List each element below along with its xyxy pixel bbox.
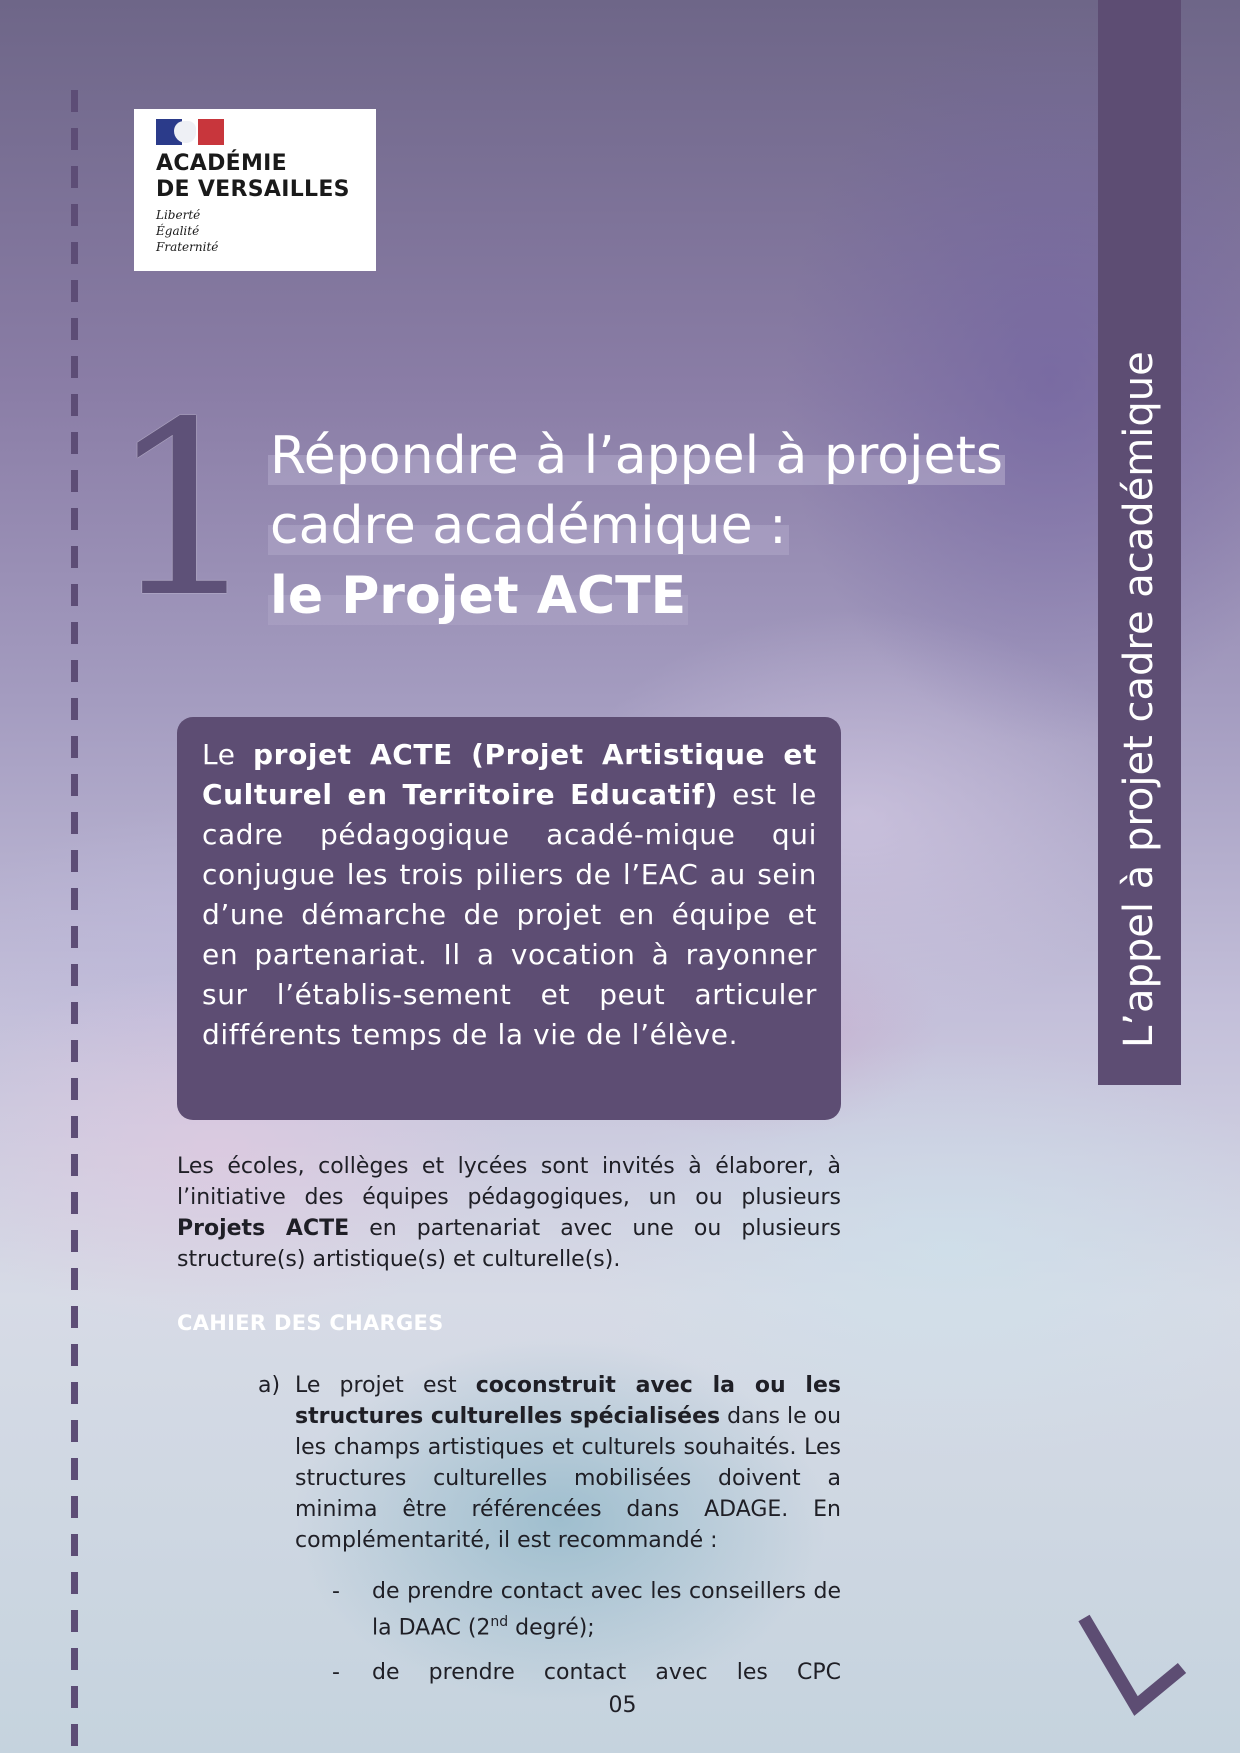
sub-item-text: de prendre contact avec les CPC	[372, 1660, 841, 1685]
logo-name-line1: ACADÉMIE	[156, 151, 287, 176]
list-item-text	[295, 1370, 841, 1556]
chapter-number: 1	[108, 370, 261, 650]
sub-item-before: de prendre contact avec les conseillers de la DAAC (2	[372, 1579, 841, 1641]
sub-item-after: degré);	[508, 1615, 595, 1641]
section-heading: CAHIER DES CHARGES	[177, 1311, 444, 1335]
intro-text-after: est le cadre pédagogique acadé-mique qui conjugue les trois piliers de l’EAC au sein d’une démarche de projet en équipe et en partenariat. Il a vocation à rayonner sur l’établis-sement et peut articuler différents temps de la vie de l’élève.	[202, 778, 817, 1051]
intro-paragraph	[177, 1151, 841, 1275]
item-a-bold: coconstruit avec la ou les structures culturelles spécialisées	[295, 1373, 841, 1429]
chapter-title	[268, 425, 1068, 635]
sub-item-dash: -	[332, 1579, 340, 1604]
title-line-3: le Projet ACTE	[270, 566, 687, 626]
paragraph-before: Les écoles, collèges et lycées sont invités à élaborer, à l’initiative des équipes pédagogiques, un ou plusieurs	[177, 1154, 841, 1210]
motto-egalite: Égalité	[156, 224, 200, 238]
intro-text-bold: projet ACTE (Projet Artistique et Culturel en Territoire Educatif)	[202, 738, 817, 811]
dashed-margin-line	[71, 90, 78, 1753]
side-banner-text: L’appel à projet cadre académique	[1116, 351, 1162, 1048]
item-a-after: dans le ou les champs artistiques et culturels souhaités. Les structures culturelles mobilisées doivent a minima être référencées dans ADAGE. En complémentarité, il est recommandé :	[295, 1404, 842, 1553]
sub-list-item	[330, 1657, 841, 1688]
motto-liberte: Liberté	[156, 208, 201, 222]
list-item-letter: a)	[258, 1373, 281, 1398]
list-item-a	[258, 1370, 841, 1556]
intro-box	[177, 717, 841, 1120]
intro-text-before: Le	[202, 738, 254, 771]
logo-name	[156, 151, 354, 203]
title-line-1: Répondre à l’appel à projets	[270, 426, 1003, 486]
arrow-down-right-icon	[1078, 1610, 1188, 1720]
logo-name-line2: DE VERSAILLES	[156, 177, 350, 202]
sub-list-item	[330, 1576, 841, 1643]
sub-item-text	[372, 1576, 841, 1643]
academie-logo	[134, 109, 376, 271]
paragraph-bold: Projets ACTE	[177, 1216, 350, 1241]
page-number: 05	[608, 1693, 637, 1718]
logo-motto	[156, 207, 354, 255]
item-a-before: Le projet est	[295, 1373, 476, 1398]
sub-item-sup: nd	[490, 1614, 509, 1630]
sub-item-dash: -	[332, 1660, 340, 1685]
title-line-2: cadre académique :	[270, 496, 787, 556]
paragraph-after: en partenariat avec une ou plusieurs structure(s) artistique(s) et culturelle(s).	[177, 1216, 841, 1272]
motto-fraternite: Fraternité	[156, 240, 219, 254]
marianne-flag-icon	[156, 119, 226, 145]
